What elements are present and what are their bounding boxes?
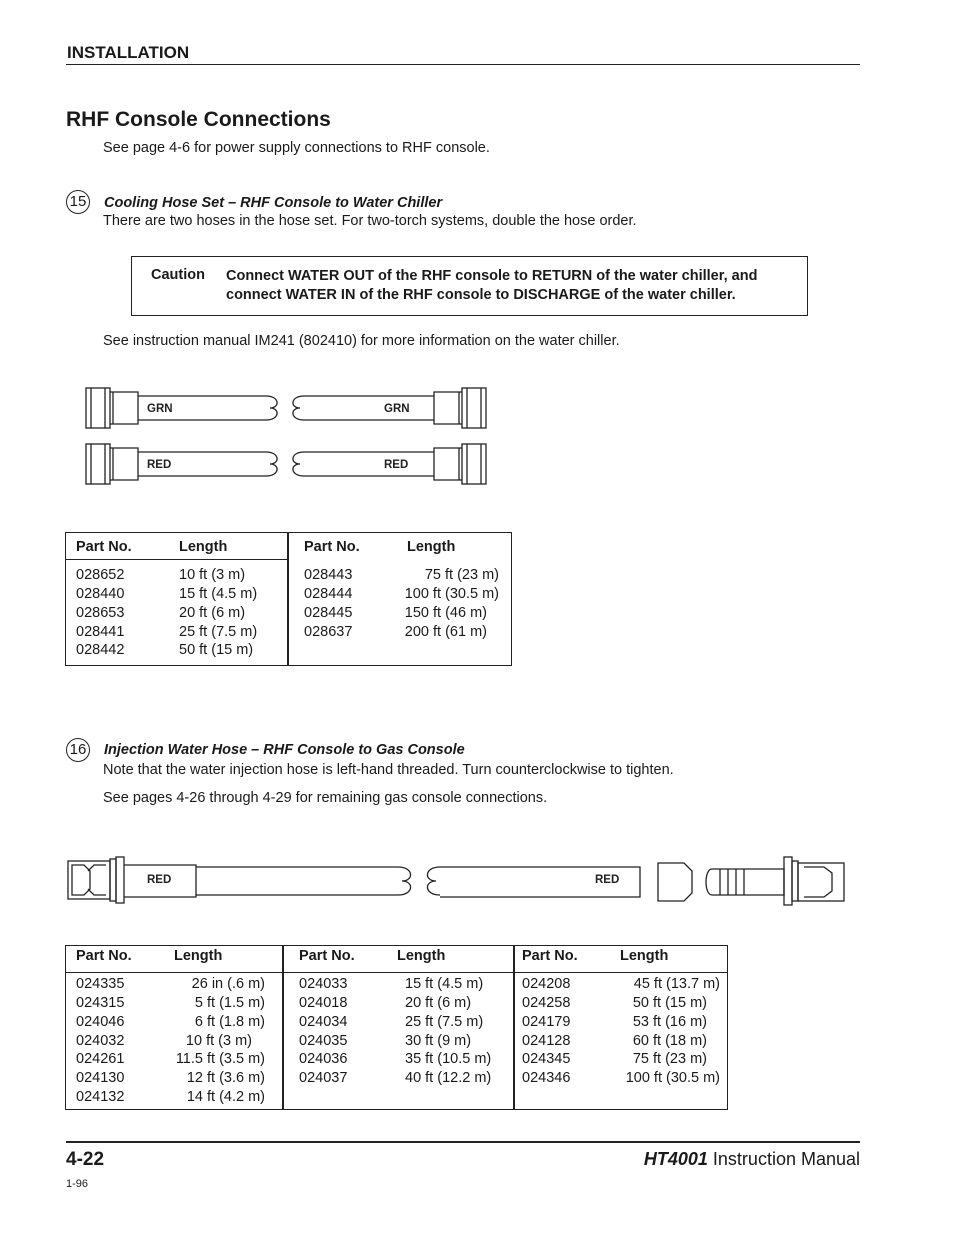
table-row: 024258 xyxy=(522,995,571,1011)
table-row: 024128 xyxy=(522,1033,571,1049)
table-16-col-1-header-length: Length xyxy=(174,948,223,964)
table-row: 30 ft (9 m) xyxy=(405,1033,472,1049)
table-row: 10 ft (3 m) xyxy=(179,567,246,583)
table-row: 75 ft (23 m) xyxy=(424,567,499,583)
hose-break-left xyxy=(398,867,411,895)
hose-break-grn-left xyxy=(266,396,277,420)
table-16-col-2-header-length: Length xyxy=(397,948,446,964)
item-16-heading: Injection Water Hose – RHF Console to Gas Console xyxy=(104,742,465,758)
table-row: 024034 xyxy=(299,1014,348,1030)
table-row: 25 ft (7.5 m) xyxy=(179,624,258,640)
table-row: 14 ft (4.2 m) xyxy=(186,1089,265,1105)
hose-label-red-right: RED xyxy=(384,459,409,471)
table-row: 024345 xyxy=(522,1051,571,1067)
table-row: 50 ft (15 m) xyxy=(632,995,707,1011)
table-16-divider-2 xyxy=(513,946,515,1109)
injection-label-left: RED xyxy=(147,874,172,886)
table-row: 024032 xyxy=(76,1033,125,1049)
table-row: 028441 xyxy=(76,624,125,640)
hose-break-red-right xyxy=(293,452,304,476)
table-row: 100 ft (30.5 m) xyxy=(404,586,499,602)
item-16-number: 16 xyxy=(66,738,90,762)
table-row: 024046 xyxy=(76,1014,125,1030)
table-row: 024037 xyxy=(299,1070,348,1086)
item-16-note: See pages 4-26 through 4-29 for remaining gas console connections. xyxy=(103,790,548,806)
table-row: 40 ft (12.2 m) xyxy=(405,1070,492,1086)
table-16-divider-1 xyxy=(282,946,284,1109)
cooling-hose-diagram xyxy=(80,384,500,490)
fitting-left-nut xyxy=(68,857,196,903)
item-15-heading: Cooling Hose Set – RHF Console to Water Chiller xyxy=(104,195,443,211)
table-row: 15 ft (4.5 m) xyxy=(405,976,484,992)
hose-label-grn-left: GRN xyxy=(147,403,173,415)
table-row: 150 ft (46 m) xyxy=(404,605,487,621)
injection-label-right: RED xyxy=(595,874,620,886)
table-row: 6 ft (1.8 m) xyxy=(194,1014,265,1030)
item-15-text: There are two hoses in the hose set. For two-torch systems, double the hose order. xyxy=(103,213,637,229)
hose-left xyxy=(196,867,398,895)
table-row: 35 ft (10.5 m) xyxy=(405,1051,492,1067)
table-row: 024315 xyxy=(76,995,125,1011)
table-row: 024130 xyxy=(76,1070,125,1086)
table-row: 75 ft (23 m) xyxy=(632,1051,707,1067)
table-row: 26 in (.6 m) xyxy=(191,976,265,992)
table-row: 60 ft (18 m) xyxy=(632,1033,707,1049)
item-16-text: Note that the water injection hose is left-hand threaded. Turn counterclockwise to tighten. xyxy=(103,762,674,778)
manual-suffix: Instruction Manual xyxy=(707,1149,860,1169)
hose-label-red-left: RED xyxy=(147,459,172,471)
caution-text: Connect WATER OUT of the RHF console to RETURN of the water chiller, and connect WATER IN of the RHF console to DISCHARGE of the water chiller. xyxy=(226,268,758,303)
hose-break-right xyxy=(427,867,440,895)
table-row: 028444 xyxy=(304,586,353,602)
page-number: 4-22 xyxy=(66,1149,105,1170)
fitting-left-bottom xyxy=(86,444,138,484)
table-row: 50 ft (15 m) xyxy=(179,642,254,658)
page-title: RHF Console Connections xyxy=(66,108,331,131)
injection-hose-diagram xyxy=(64,855,854,907)
cooling-hose-table xyxy=(65,532,512,666)
table-row: 15 ft (4.5 m) xyxy=(179,586,258,602)
table-row: 200 ft (61 m) xyxy=(404,624,487,640)
table-row: 024132 xyxy=(76,1089,125,1105)
table-row: 028445 xyxy=(304,605,353,621)
table-row: 5 ft (1.5 m) xyxy=(194,995,265,1011)
hose-label-grn-right: GRN xyxy=(384,403,410,415)
table-16-col-1-header-part: Part No. xyxy=(76,948,132,964)
fitting-right-assembly xyxy=(658,857,844,905)
table-16-col-3-header-part: Part No. xyxy=(522,948,578,964)
header-rule xyxy=(66,64,860,65)
table-row: 028443 xyxy=(304,567,353,583)
table-row: 10 ft (3 m) xyxy=(185,1033,252,1049)
table-15-col-1 xyxy=(66,533,288,665)
table-row: 024033 xyxy=(299,976,348,992)
caution-label: Caution xyxy=(151,267,205,283)
table-row: 024018 xyxy=(299,995,348,1011)
table-15-col-2 xyxy=(289,533,511,665)
table-row: 024335 xyxy=(76,976,125,992)
table-row: 028637 xyxy=(304,624,353,640)
injection-hose-table xyxy=(65,945,728,1110)
table-15-col-1-header-part: Part No. xyxy=(76,539,132,555)
hose-red-right xyxy=(304,452,434,476)
footer-rule xyxy=(66,1141,860,1143)
table-row: 20 ft (6 m) xyxy=(179,605,246,621)
table-row: 028440 xyxy=(76,586,125,602)
item-15-note: See instruction manual IM241 (802410) for more information on the water chiller. xyxy=(103,333,620,349)
table-16-col-2-header-part: Part No. xyxy=(299,948,355,964)
item-15-number: 15 xyxy=(66,190,90,214)
table-row: 024261 xyxy=(76,1051,125,1067)
fitting-right-bottom xyxy=(434,444,486,484)
table-row: 53 ft (16 m) xyxy=(632,1014,707,1030)
table-row: 024036 xyxy=(299,1051,348,1067)
table-row: 024346 xyxy=(522,1070,571,1086)
table-row: 100 ft (30.5 m) xyxy=(625,1070,720,1086)
table-16-col-3-header-length: Length xyxy=(620,948,669,964)
revision-date: 1-96 xyxy=(66,1178,89,1190)
table-row: 028442 xyxy=(76,642,125,658)
table-row: 028653 xyxy=(76,605,125,621)
table-row: 12 ft (3.6 m) xyxy=(186,1070,265,1086)
table-row: 024035 xyxy=(299,1033,348,1049)
fitting-left-top xyxy=(86,388,138,428)
fitting-right-top xyxy=(434,388,486,428)
manual-model: HT4001 xyxy=(643,1149,708,1169)
table-row: 024208 xyxy=(522,976,571,992)
hose-break-red-left xyxy=(266,452,277,476)
manual-title xyxy=(644,1149,860,1170)
table-row: 45 ft (13.7 m) xyxy=(633,976,720,992)
table-15-col-2-header-part: Part No. xyxy=(304,539,360,555)
caution-box xyxy=(131,256,808,316)
table-row: 20 ft (6 m) xyxy=(405,995,472,1011)
section-label: INSTALLATION xyxy=(67,43,190,62)
table-row: 25 ft (7.5 m) xyxy=(405,1014,484,1030)
table-row: 11.5 ft (3.5 m) xyxy=(175,1051,265,1067)
table-15-col-1-header-length: Length xyxy=(179,539,228,555)
table-row: 028652 xyxy=(76,567,125,583)
hose-break-grn-right xyxy=(293,396,304,420)
table-row: 024179 xyxy=(522,1014,571,1030)
intro-text: See page 4-6 for power supply connections to RHF console. xyxy=(103,140,490,156)
table-15-col-2-header-length: Length xyxy=(407,539,456,555)
hose-grn-right xyxy=(304,396,434,420)
